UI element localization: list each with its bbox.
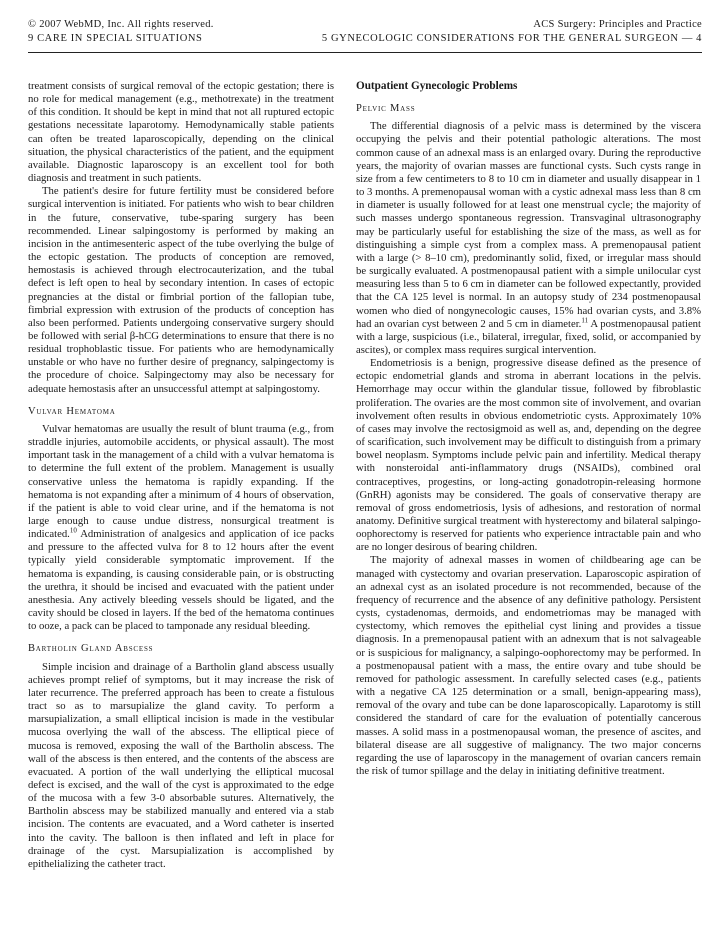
body-paragraph bbox=[28, 423, 334, 634]
body-paragraph: treatment consists of surgical removal of the ectopic gestation; there is no role for medical management (e.g., methotrexate) in the treatment of this condition. It should be kept in mind that not all ruptured ectopic gestations necessitate laparotomy. Hemodynamically stable patients can often be treated laparoscopically, depending on the clinical situation, the physical characteristics of the patient, and the equipment available. Diagnostic laparoscopy is an excellent tool for both diagnosis and treatment in such patients. bbox=[28, 80, 334, 185]
body-paragraph: Simple incision and drainage of a Bartholin gland abscess usually achieves prompt relief of symptoms, but it may increase the risk of later recurrence. The preferred approach has been to create a fistulous tract so as to marsupialize the gland cavity. To perform a marsupialization, a small elliptical incision is made in the vestibular mucosa overlying the wall of the abscess. The elliptical piece of mucosa is removed, exposing the wall of the Bartholin abscess. The wall of the abscess is then entered, and the contents of the abscess are evacuated. A portion of the wall underlying the elliptical mucosal defect is excised, and the wall of the cyst is approximated to the edge of the mucosa with a few 3-0 absorbable sutures. Alternatively, the Bartholin abscess may be stabilized manually and entered via a stab incision. The contents are evacuated, and a Word catheter is inserted into the cavity. The balloon is then inflated and left in place for drainage of the cyst. Marsupialization is accomplished by epithelializing the catheter tract. bbox=[28, 660, 334, 870]
running-header-top bbox=[28, 19, 702, 30]
section-heading-vulvar-hematoma: Vulvar Hematoma bbox=[28, 405, 116, 417]
section-heading-bartholin-abscess: Bartholin Gland Abscess bbox=[28, 643, 154, 655]
section-heading-pelvic-mass: Pelvic Mass bbox=[356, 103, 416, 115]
paragraph-text: A postmenopausal patient with a large, suspicious (i.e., bilateral, irregular, fixed, solid, or accompanied by ascites), or complex mass requires surgical intervention. bbox=[356, 317, 701, 356]
header-rule bbox=[28, 52, 702, 53]
body-paragraph: The majority of adnexal masses in women of childbearing age can be managed with cystectomy and ovarian preservation. Laparoscopic aspiration of an adnexal cyst as an isolated procedure is not recommended, because of the frequency of recurrence and the absence of any definitive pathology. Persistent cysts, cystadenomas, dermoids, and endometriomas may be managed with cystectomy, which removes the epithelial cyst lining and provides a tissue diagnosis. In a premenopausal patient with an adnexum that is not salvageable or is suspicious for malignancy, a salpingo-oophorectomy may be performed. In a postmenopausal patient with a mass, the entire ovary and tube should be removed for pathologic assessment. In carefully selected cases (e.g., patients with a negative CA 125 determination or a small, benign-appearing mass), removal of the ovary and tube can be done laparoscopically. Laparotomy is still considered the standard of care for the evaluation of potentially cancerous masses. A solid mass in a postmenopausal woman, the presence of ascites, and bilateral disease are all suggestive of malignancy. The two major concerns regarding the use of laparoscopy in the management of ovarian cancers remain the risk of tumor spillage and the delay in initiating definitive treatment. bbox=[356, 554, 701, 777]
body-paragraph: Endometriosis is a benign, progressive disease defined as the presence of ectopic endometrial glands and stroma in aberrant locations in the pelvis. Hemorrhage may occur within the glandular tissue, followed by fibroblastic proliferation. The ovaries are the most common site of involvement, and ovarian involvement often results in obvious endometriotic cysts. Approximately 10% of cases may involve the rectosigmoid as well as, and, depending on the degree of scarification, such involvement may be difficult to distinguish from a primary bowel neoplasm. Symptoms include pelvic pain and infertility. Medical therapy with nonsteroidal anti-inflammatory drugs (NSAIDs), combined oral contraceptives, progestins, or long-acting gonadotropin-releasing hormone (GnRH) agonists may be considered. The goals of conservative therapy are removal of gross endometriosis, lysis of adhesions, and restoration of normal anatomy. Definitive surgical treatment with hysterectomy and bilateral salpingo-oophorectomy is reserved for patients who experience intractable pain and who are no longer desirous of bearing children. bbox=[356, 357, 701, 554]
copyright-notice: © 2007 WebMD, Inc. All rights reserved. bbox=[28, 19, 214, 30]
body-paragraph: The patient's desire for future fertility must be considered before surgical intervention is initiated. For patients who wish to bear children in the future, conservative, tube-sparing surgery has been recommended. Linear salpingostomy is performed by making an incision in the antimesenteric aspect of the tube overlying the bulge of the ectopic gestation. The products of conception are removed, hemostasis is achieved through electrocauterization, and the tubal defect is left open to heal by secondary intention. In cases of ectopic pregnancies at the distal or fimbrial portion of the fallopian tube, fimbrial expression with extrusion of the products of conception has also been performed. Patients undergoing conservative surgery should be followed with serial β-hCG determinations to ensure that there is no residual trophoblastic tissue. For patients who are hemodynamically unstable or who have no further desire of pregnancy, salpingectomy is the procedure of choice. Salpingectomy may also be necessary for adequate hemostasis after an unsuccessful attempt at salpingostomy. bbox=[28, 185, 334, 395]
right-column bbox=[356, 80, 701, 778]
body-paragraph bbox=[356, 120, 701, 357]
book-title: ACS Surgery: Principles and Practice bbox=[533, 19, 702, 30]
left-column bbox=[28, 80, 334, 871]
main-section-heading: Outpatient Gynecologic Problems bbox=[356, 80, 518, 92]
section-title: 9 CARE IN SPECIAL SITUATIONS bbox=[28, 33, 203, 44]
reference-marker: 10 bbox=[69, 526, 77, 535]
paragraph-text: The differential diagnosis of a pelvic mass is determined by the viscera occupying the pelvis and their potential pathologic alterations. The most common cause of an adnexal mass is an enlarged ovary. During the reproductive years, the majority of ovarian masses are functional cysts. Such cysts range in size from a few centimeters to 8 to 10 cm in diameter and usually disappear in 1 to 3 months. A premenopausal woman with a cystic adnexal mass less than 8 cm in diameter is usually followed for at least one menstrual cycle; the majority of such masses undergo spontaneous regression. Transvaginal ultrasonography may be particularly useful for establishing the size of the mass, as well as for distinguishing a simple cyst from a complex mass. A premenopausal patient with a large (> 8–10 cm), predominantly solid, fixed, or irregular mass should be surgically evaluated. A postmenopausal patient with a simple unilocular cyst measuring less than 5 to 6 cm in diameter can be followed expectantly, provided that the CA 125 level is normal. In an autopsy study of 234 postmenopausal women who died of nongynecologic causes, 15% had ovarian cysts, and 3.8% had an ovarian cyst between 2 and 5 cm in diameter. bbox=[356, 120, 701, 330]
running-header-bottom bbox=[28, 33, 702, 44]
reference-marker: 11 bbox=[581, 316, 589, 325]
paragraph-text: Administration of analgesics and application of ice packs and pressure to the affected vulva for 8 to 12 hours after the event typically yield considerable symptomatic improvement. If the hematoma is expanding, is causing considerable pain, or is obstructing the urethra, it should be incised and evacuated with the patient under anesthesia. Any actively bleeding vessels should be ligated, and the cavity should be closed in layers. If the bed of the hematoma continues to ooze, a pack can be placed to tamponade any residual bleeding. bbox=[28, 528, 334, 633]
paragraph-text: Vulvar hematomas are usually the result of blunt trauma (e.g., from straddle injuries, automobile accidents, or physical assault). The most important task in the management of a child with a vulvar hematoma is to determine the full extent of the problem. Management is usually conservative unless the hematoma is rapidly expanding. If the hematoma is not expanding after a minimum of 4 hours of observation, if the patient is able to void clear urine, and if the hematoma is not large enough to cause undue distress, nonsurgical treatment is indicated. bbox=[28, 422, 334, 541]
chapter-title: 5 GYNECOLOGIC CONSIDERATIONS FOR THE GENERAL SURGEON — 4 bbox=[321, 33, 702, 44]
